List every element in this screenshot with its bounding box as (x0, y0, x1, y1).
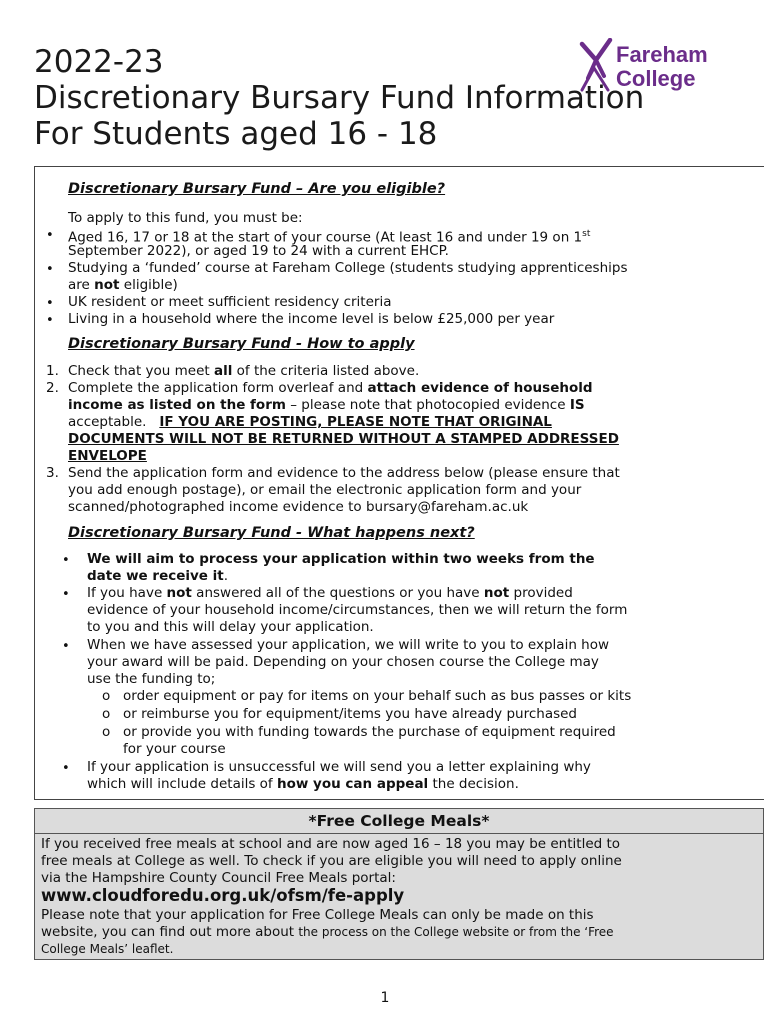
title-sub: For Students aged 16 - 18 (34, 116, 438, 152)
title-year: 2022-23 (34, 44, 164, 80)
next-item-timescale-cont: date we receive it. (87, 568, 229, 584)
bullet-icon: • (62, 587, 70, 602)
funding-option-provide-cont: for your course (123, 741, 226, 757)
apply-step-3: Send the application form and evidence to the address below (please ensure that (68, 465, 620, 481)
eligibility-heading: Discretionary Bursary Fund – Are you eligible? (68, 181, 446, 197)
apply-step-2-cont: income as listed on the form – please note that photocopied evidence IS (68, 397, 585, 413)
eligibility-intro: To apply to this fund, you must be: (68, 210, 303, 226)
bullet-icon: • (46, 313, 54, 328)
funding-option-order: order equipment or pay for items on your behalf such as bus passes or kits (123, 688, 632, 704)
meals-text-line: College Meals’ leaflet. (41, 942, 174, 956)
next-item-incomplete-end: to you and this will delay your application. (87, 619, 374, 635)
next-item-unsuccessful-cont: which will include details of how you can appeal the decision. (87, 776, 519, 792)
fareham-college-logo (578, 38, 738, 98)
apply-step-2-warning: acceptable. IF YOU ARE POSTING, PLEASE NOTE THAT ORIGINAL (68, 414, 552, 430)
apply-step-3-email: scanned/photographed income evidence to bursary@fareham.ac.uk (68, 499, 529, 515)
bullet-icon: • (62, 639, 70, 654)
funding-option-reimburse: or reimburse you for equipment/items you have already purchased (123, 706, 578, 722)
meals-text-line: via the Hampshire County Council Free Meals portal: (41, 870, 396, 886)
apply-step-2-warning-end: ENVELOPE (68, 448, 147, 464)
meals-text-line: Please note that your application for Free College Meals can only be made on this (41, 907, 594, 923)
title-main: Discretionary Bursary Fund Information (34, 80, 645, 116)
eligibility-item-residency: UK resident or meet sufficient residency criteria (68, 294, 392, 310)
bullet-icon: • (46, 228, 54, 243)
next-heading: Discretionary Bursary Fund - What happens next? (68, 525, 475, 541)
meals-text-line: website, you can find out more about the process on the College website or from the ‘Free (41, 924, 614, 940)
apply-step-3-cont: you add enough postage), or email the electronic application form and your (68, 482, 582, 498)
next-item-incomplete: If you have not answered all of the questions or you have not provided (87, 585, 573, 601)
eligibility-item-course: Studying a ‘funded’ course at Fareham College (students studying apprenticeships (68, 260, 628, 276)
apply-heading: Discretionary Bursary Fund - How to apply (68, 336, 415, 352)
eligibility-item-age-cont: September 2022), or aged 19 to 24 with a current EHCP. (68, 243, 449, 259)
next-item-timescale: We will aim to process your application within two weeks from the (87, 551, 595, 567)
eligibility-item-course-cont: are not eligible) (68, 277, 178, 293)
step-number: 2. (46, 380, 59, 396)
next-item-assessed: When we have assessed your application, we will write to you to explain how (87, 637, 610, 653)
bullet-icon: • (46, 296, 54, 311)
sub-bullet-icon: o (102, 688, 111, 704)
meals-panel (34, 834, 764, 960)
logo-word-college: College (616, 66, 696, 91)
next-item-assessed-cont: your award will be paid. Depending on your chosen course the College may (87, 654, 599, 670)
eligibility-item-income: Living in a household where the income level is below £25,000 per year (68, 311, 555, 327)
sub-bullet-icon: o (102, 724, 111, 740)
person-figure-icon (578, 38, 618, 96)
apply-step-1: Check that you meet all of the criteria listed above. (68, 363, 420, 379)
next-item-assessed-end: use the funding to; (87, 671, 216, 687)
meals-text-line: free meals at College as well. To check if you are eligible you will need to apply online (41, 853, 622, 869)
next-item-incomplete-cont: evidence of your household income/circumstances, then we will return the form (87, 602, 628, 618)
meals-text-line: If you received free meals at school and are now aged 16 – 18 you may be entitled to (41, 836, 621, 852)
step-number: 1. (46, 363, 59, 379)
apply-step-2: Complete the application form overleaf and attach evidence of household (68, 380, 593, 396)
page-number: 1 (380, 990, 390, 1006)
meals-portal-link[interactable]: www.cloudforedu.org.uk/ofsm/fe-apply (41, 886, 405, 905)
apply-step-2-warning-cont: DOCUMENTS WILL NOT BE RETURNED WITHOUT A STAMPED ADDRESSED (68, 431, 619, 447)
bullet-icon: • (62, 553, 70, 568)
logo-word-fareham: Fareham (616, 42, 708, 67)
next-item-unsuccessful: If your application is unsuccessful we will send you a letter explaining why (87, 759, 591, 775)
meals-heading: *Free College Meals* (34, 808, 764, 834)
bullet-icon: • (62, 761, 70, 776)
bullet-icon: • (46, 262, 54, 277)
step-number: 3. (46, 465, 59, 481)
funding-option-provide: or provide you with funding towards the purchase of equipment required (123, 724, 616, 740)
sub-bullet-icon: o (102, 706, 111, 722)
eligibility-item-age: Aged 16, 17 or 18 at the start of your course (At least 16 and under 19 on 1st (68, 229, 591, 246)
